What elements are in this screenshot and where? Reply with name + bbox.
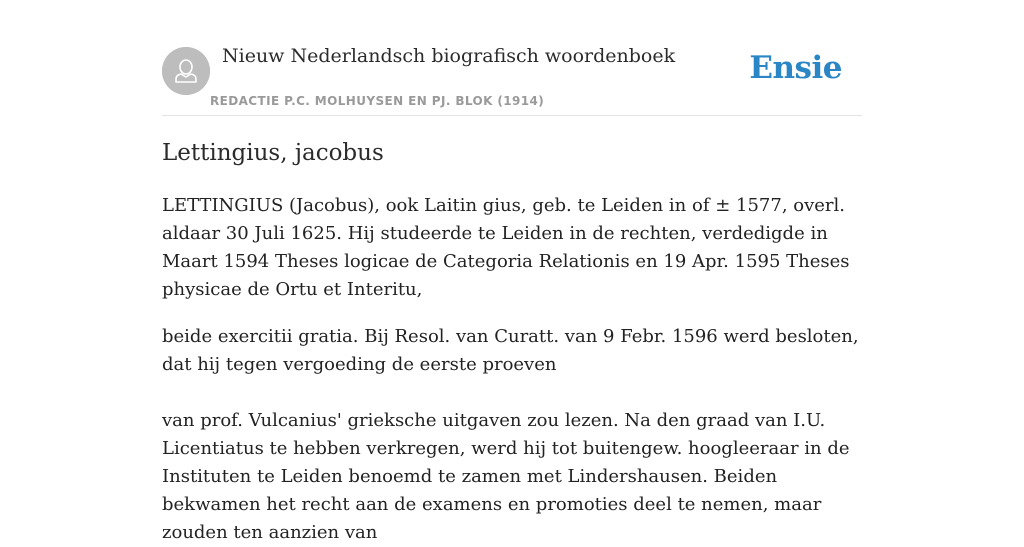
ensie-logo[interactable]: Ensie xyxy=(749,50,842,86)
book-title[interactable]: Nieuw Nederlandsch biografisch woordenboek xyxy=(222,45,676,67)
article-title: Lettingius, jacobus xyxy=(162,140,384,166)
content-container xyxy=(162,0,862,543)
book-editors: REDACTIE P.C. MOLHUYSEN EN PJ. BLOK (1914) xyxy=(210,94,545,108)
article-paragraph: beide exercitii gratia. Bij Resol. van Curatt. van 9 Febr. 1596 werd besloten, dat hij tegen vergoeding de eerste proeven xyxy=(162,326,859,375)
source-header xyxy=(162,0,862,116)
user-silhouette-icon xyxy=(162,47,210,95)
article-paragraph: van prof. Vulcanius' grieksche uitgaven zou lezen. Na den graad van I.U. Licentiatus te hebben verkregen, werd hij tot buitengew. hoogleeraar in de Instituten te Leiden benoemd te zamen met Lindershausen. Beiden bekwamen het recht aan de examens en promoties deel te nemen, maar zouden ten aanzien van xyxy=(162,410,850,543)
article-paragraph: LETTINGIUS (Jacobus), ook Laitin gius, geb. te Leiden in of ± 1577, overl. aldaar 30 Juli 1625. Hij studeerde te Leiden in de rechten, verdedigde in Maart 1594 Theses logicae de Categoria Relationis en 19 Apr. 1595 Theses physicae de Ortu et Interitu, xyxy=(162,195,850,300)
